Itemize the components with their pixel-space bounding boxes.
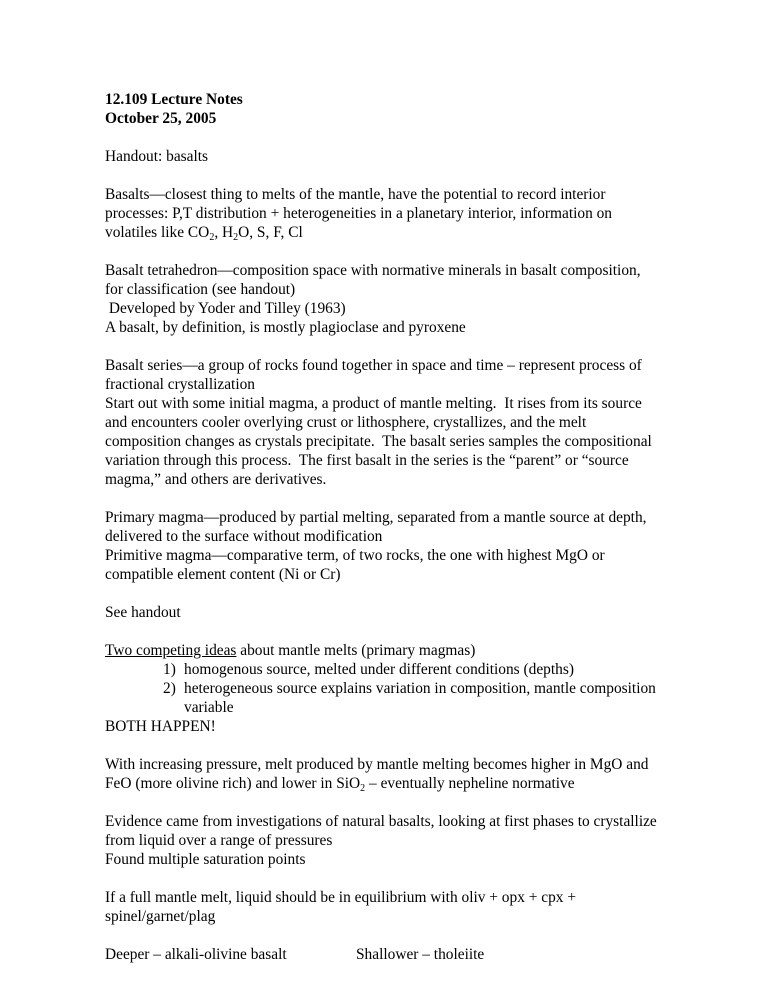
competing-ideas-underlined: Two competing ideas (105, 642, 237, 659)
basalts-line-3 (105, 223, 685, 242)
series-line-1: Basalt series—a group of rocks found together in space and time – represent process of (105, 357, 642, 374)
competing-ideas-section (105, 641, 685, 736)
basalts-line-3-post: O, S, F, Cl (238, 224, 303, 241)
basalts-line-3-mid: , H (214, 224, 234, 241)
series-line-5: composition changes as crystals precipitate. The basalt series samples the compositional (105, 433, 652, 450)
series-line-3: Start out with some initial magma, a product of mantle melting. It rises from its source (105, 395, 642, 412)
tetrahedron-line-3: Developed by Yoder and Tilley (1963) (105, 300, 346, 317)
basalts-line-3-pre: volatiles like CO (105, 224, 210, 241)
basalts-line-1: Basalts—closest thing to melts of the mantle, have the potential to record interior (105, 186, 606, 203)
lecture-notes-page (105, 90, 685, 964)
list-item (105, 660, 685, 679)
header-block (105, 90, 685, 128)
h2o-subscript: 2 (233, 232, 239, 243)
co2-subscript: 2 (209, 232, 215, 243)
both-happen-conclusion: BOTH HAPPEN! (105, 718, 216, 735)
pressure-line-1: With increasing pressure, melt produced by mantle melting becomes higher in MgO and (105, 756, 649, 773)
series-line-2: fractional crystallization (105, 376, 255, 393)
list-item-text: homogenous source, melted under different conditions (depths) (184, 661, 574, 678)
tetrahedron-line-1: Basalt tetrahedron—composition space with normative minerals in basalt composition, (105, 262, 641, 279)
competing-ideas-list (105, 660, 685, 717)
series-line-7: magma,” and others are derivatives. (105, 471, 327, 488)
basalts-line-2: processes: P,T distribution + heterogeneities in a planetary interior, information on (105, 205, 613, 222)
full-melt-paragraph (105, 888, 685, 926)
pressure-line-2-post: – eventually nepheline normative (365, 775, 575, 792)
tetrahedron-line-2: for classification (see handout) (105, 281, 296, 298)
full-melt-line-2: spinel/garnet/plag (105, 908, 216, 925)
pressure-paragraph (105, 755, 685, 793)
handout-note: Handout: basalts (105, 148, 209, 165)
series-line-4: and encounters cooler overlying crust or lithosphere, crystallizes, and the melt (105, 414, 587, 431)
evidence-line-2: from liquid over a range of pressures (105, 832, 333, 849)
competing-ideas-rest: about mantle melts (primary magmas) (236, 642, 476, 659)
document-date: October 25, 2005 (105, 110, 217, 127)
depth-comparison (105, 945, 685, 964)
magma-line-4: compatible element content (Ni or Cr) (105, 566, 341, 583)
list-item-number: 2) (163, 680, 176, 697)
shallower-label: Shallower – tholeiite (356, 946, 485, 963)
evidence-line-1: Evidence came from investigations of natural basalts, looking at first phases to crystallize (105, 813, 657, 830)
series-line-6: variation through this process. The first basalt in the series is the “parent” or “source (105, 452, 629, 469)
list-item (105, 679, 685, 717)
basalts-paragraph (105, 185, 685, 242)
magma-line-1: Primary magma—produced by partial melting, separated from a mantle source at depth, (105, 509, 647, 526)
tetrahedron-line-4: A basalt, by definition, is mostly plagioclase and pyroxene (105, 319, 466, 336)
magma-line-3: Primitive magma—comparative term, of two rocks, the one with highest MgO or (105, 547, 605, 564)
document-title: 12.109 Lecture Notes (105, 91, 243, 108)
evidence-line-3: Found multiple saturation points (105, 851, 306, 868)
list-item-text: heterogeneous source explains variation in composition, mantle composition (184, 680, 656, 697)
tetrahedron-paragraph (105, 261, 685, 337)
series-paragraph (105, 356, 685, 489)
see-handout-note: See handout (105, 604, 181, 621)
pressure-line-2 (105, 774, 685, 793)
magma-paragraph (105, 508, 685, 584)
magma-line-2: delivered to the surface without modification (105, 528, 383, 545)
list-item-text-continued: variable (184, 699, 234, 716)
evidence-paragraph (105, 812, 685, 869)
competing-ideas-heading (105, 641, 685, 660)
full-melt-line-1: If a full mantle melt, liquid should be in equilibrium with oliv + opx + cpx + (105, 889, 577, 906)
list-item-number: 1) (163, 661, 176, 678)
deeper-label: Deeper – alkali-olivine basalt (105, 946, 287, 963)
sio2-subscript: 2 (360, 783, 366, 794)
pressure-line-2-pre: FeO (more olivine rich) and lower in SiO (105, 775, 361, 792)
